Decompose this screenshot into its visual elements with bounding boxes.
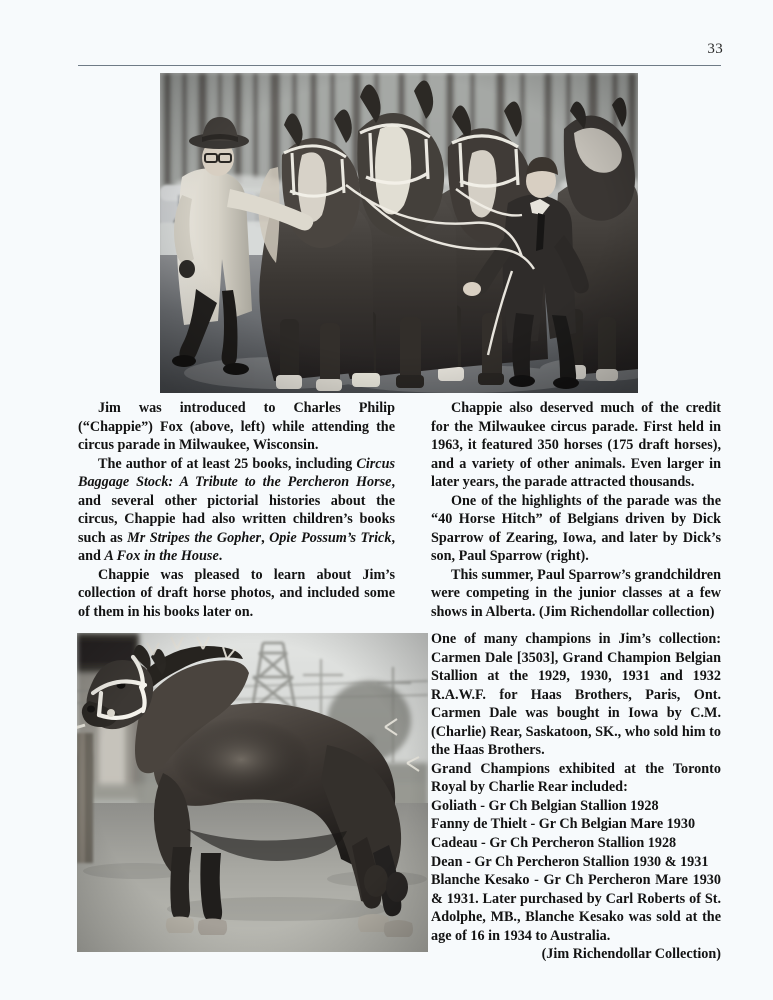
bottom-photo-caption [431,630,721,964]
book-title-a-fox-in-the-house: A Fox in the House [104,548,219,565]
paragraph-jim-introduced: Jim was introduced to Charles Philip (“Chappie”) Fox (above, left) while attending the circus parade in Milwaukee, Wisconsin. [78,400,395,454]
left-body-column [78,399,395,622]
text-run: , and [78,529,395,565]
paragraph-forty-horse-hitch: One of the highlights of the parade was the “40 Horse Hitch” of Belgians driven by Dick Sparrow of Zearing, Iowa, and later by Dick’s son, Paul Sparrow (right). [431,492,721,565]
champion-list-item: Dean - Gr Ch Percheron Stallion 1930 & 1931 [431,853,709,870]
caption-carmen-dale: One of many champions in Jim’s collection: Carmen Dale [3503], Grand Champion Belgian Stallion at the 1929, 1930, 1931 and 1932 R.A.W.F. for Haas Brothers, Paris, Ont. Carmen Dale was bought in Iowa by C.M. (Charlie) Rear, Saskatoon, SK., who sold him to the Haas Brothers. [431,631,721,759]
photo-credit-bottom: (Jim Richendollar Collection) [541,946,721,963]
text-run: The author of at least 25 books, including [98,455,357,472]
champion-list-item: Cadeau - Gr Ch Percheron Stallion 1928 [431,835,677,852]
paragraph-chappie-pleased: Chappie was pleased to learn about Jim’s collection of draft horse photos, and included some of them in his books later on. [78,566,395,621]
text-run: This summer, Paul Sparrow’s grandchildren were competing in the junior classes at a few shows in Alberta. [431,566,721,621]
book-title-mr-stripes-the-gopher: Mr Stripes the Gopher [127,529,262,546]
belgian-stallion-side-profile-photo [77,633,428,952]
right-body-column [431,399,721,622]
header-rule [78,65,721,66]
caption-grand-champions-intro: Grand Champions exhibited at the Toronto Royal by Charlie Rear included: [431,760,721,796]
page-number: 33 [707,41,723,57]
paragraph-milwaukee-parade: Chappie also deserved much of the credit for the Milwaukee circus parade. First held in 1963, it featured 350 horses (175 draft horses), and a variety of other animals. Even larger in later years, the parade attracted thousands. [431,400,721,491]
four-draft-horses-with-two-men-photo [160,73,638,393]
book-title-circus-baggage-stock: Circus Baggage Stock: A Tribute to the Percheron Horse [78,455,395,491]
paragraph-author-books [78,455,395,566]
champion-list-item: Goliath - Gr Ch Belgian Stallion 1928 [431,797,659,814]
text-run: , and several other pictorial histories about the circus, Chappie had also written children’s books such as [78,474,395,546]
text-run: , [261,529,270,546]
text-run: . [218,548,223,565]
champion-list-item: Fanny de Thielt - Gr Ch Belgian Mare 1930 [431,816,696,833]
book-title-opie-possums-trick: Opie Possum’s Trick [269,529,392,546]
photo-credit-top: (Jim Richendollar collection) [539,604,715,621]
paragraph-this-summer [431,566,721,622]
caption-blanche-kesako: Blanche Kesako - Gr Ch Percheron Mare 1930 & 1931. Later purchased by Carl Roberts of St. Adolphe, MB., Blanche Kesako was sold at the age of 16 in 1934 to Australia. [431,872,721,944]
